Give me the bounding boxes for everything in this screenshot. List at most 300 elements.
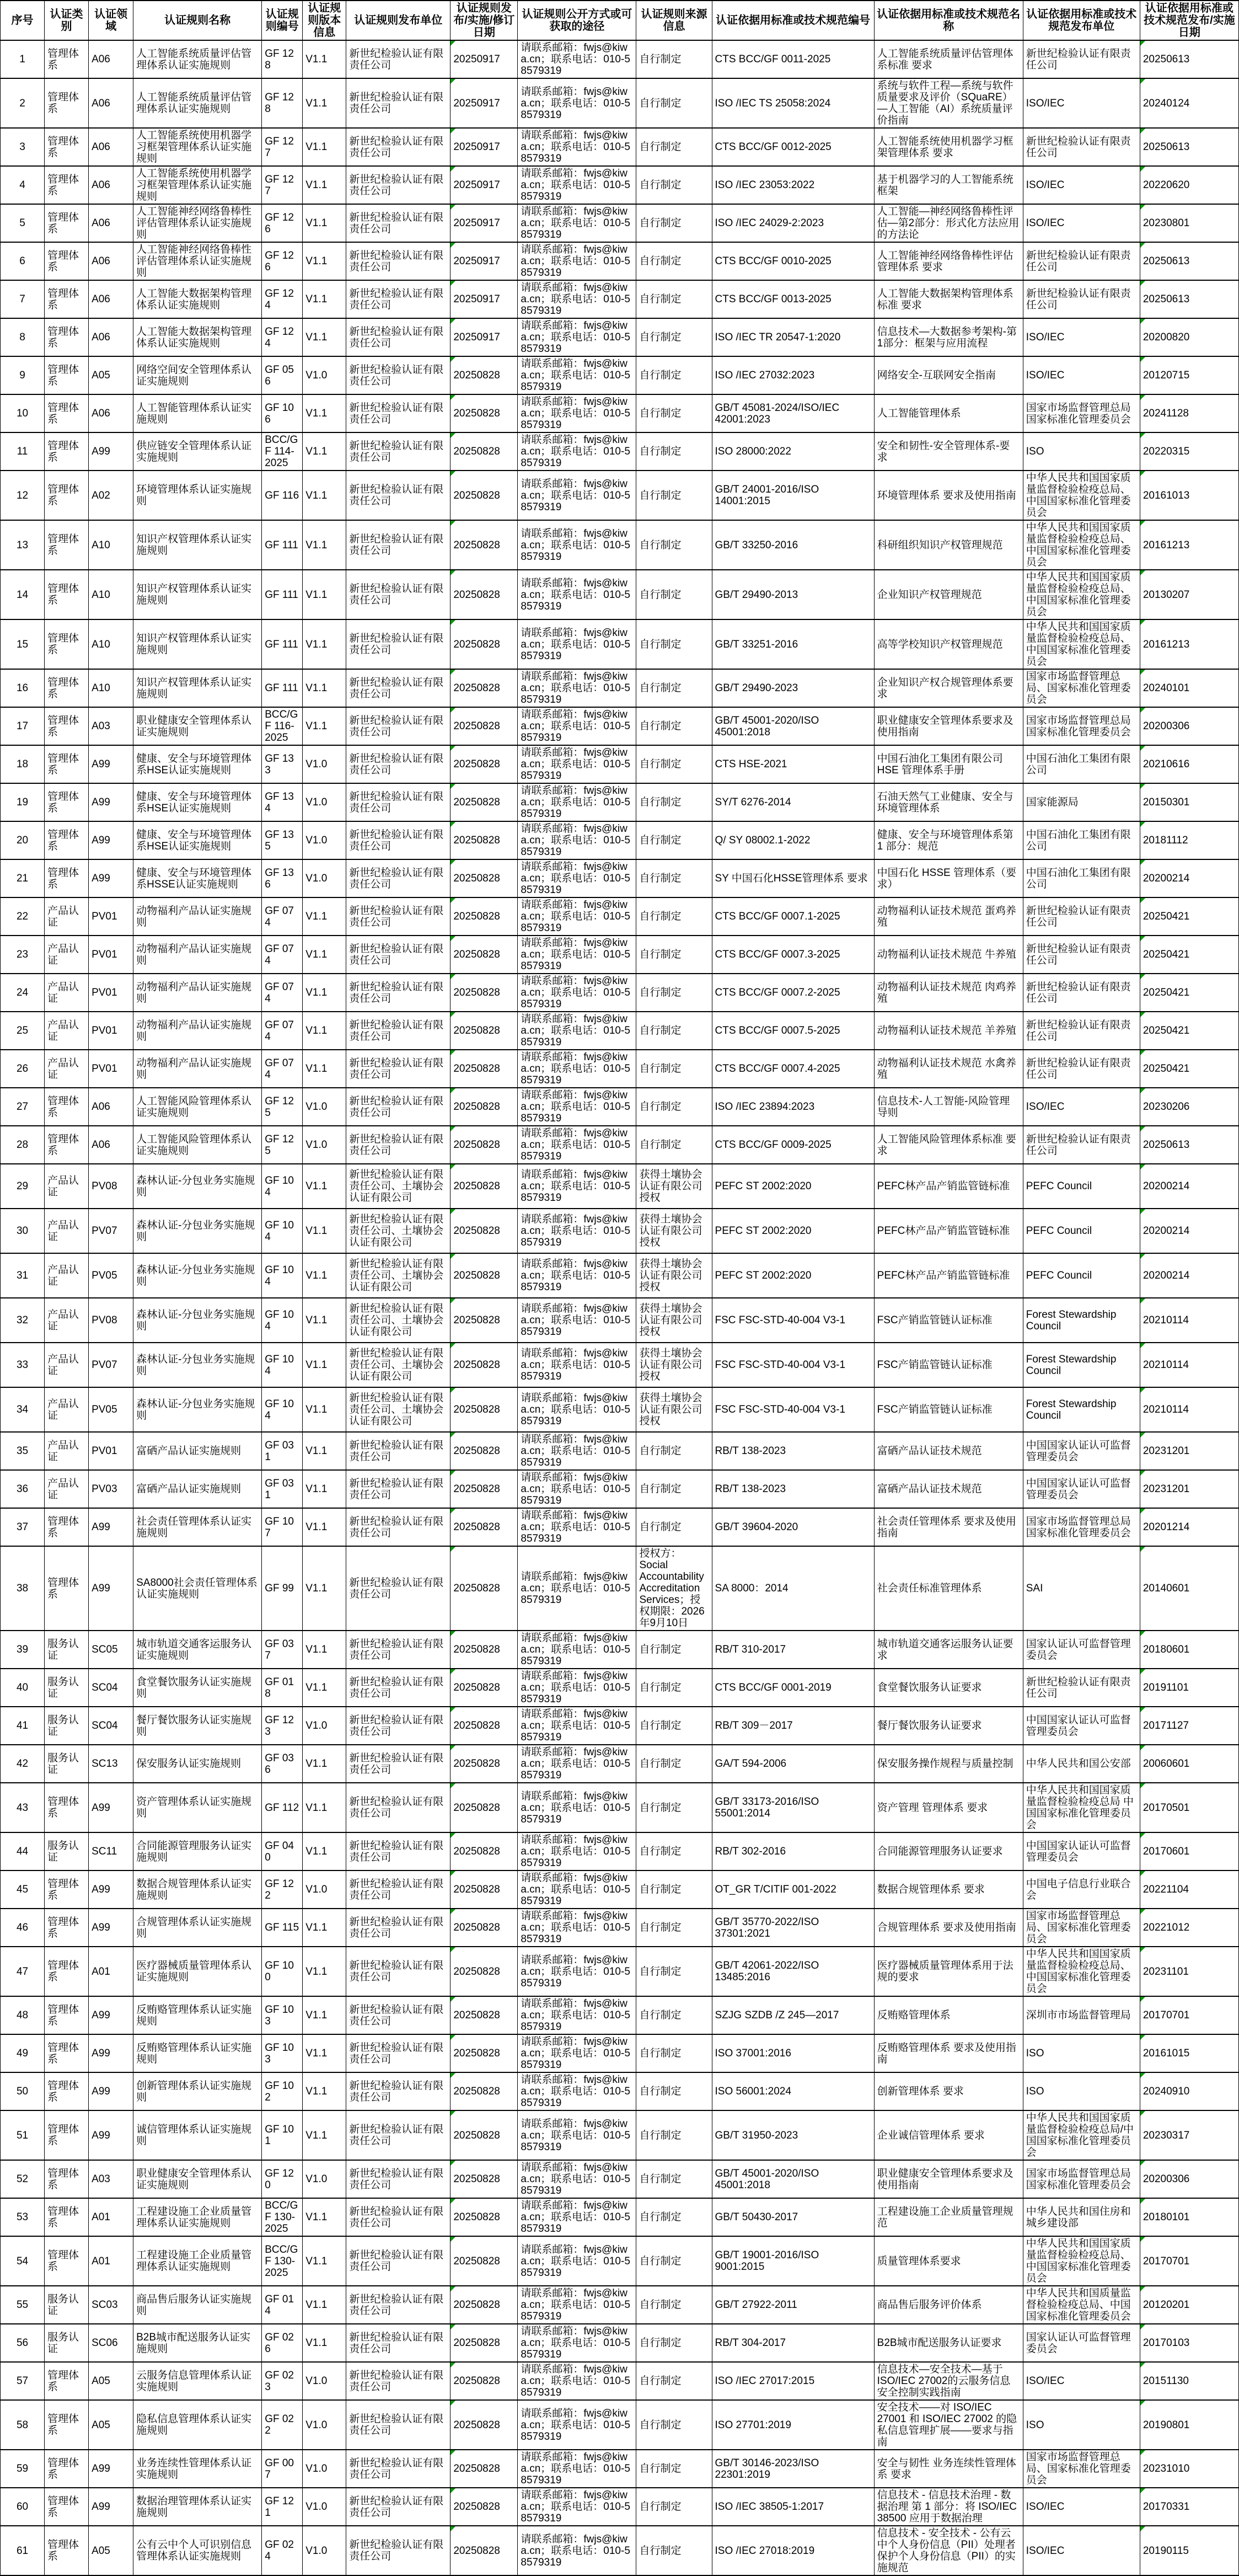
cell-field: A99 [89, 859, 133, 897]
cell-rule_no: GF 100 [262, 1947, 303, 1996]
cell-rule_no: GF 107 [262, 1508, 303, 1546]
cell-category: 服务认证 [45, 1669, 89, 1707]
cell-version: V1.1 [303, 1508, 346, 1546]
cell-field: A99 [89, 1546, 133, 1631]
cell-no: 27 [1, 1088, 45, 1126]
cell-std_date: 20240910 [1140, 2072, 1238, 2110]
cell-rule_date: 20250828 [450, 2034, 518, 2072]
cell-field: A99 [89, 432, 133, 471]
cell-std_no: CTS BCC/GF 0011-2025 [712, 40, 874, 78]
cell-std_issuer: 新世纪检验认证有限责任公司 [1023, 128, 1140, 166]
table-row [1, 2034, 1239, 2072]
cell-rule_issuer: 新世纪检验认证有限责任公司 [346, 78, 450, 128]
cell-version: V1.0 [303, 2160, 346, 2198]
cell-rule_name: 网络空间安全管理体系认证实施规则 [133, 356, 262, 394]
cell-std_issuer: 新世纪检验认证有限责任公司 [1023, 974, 1140, 1012]
cell-version: V1.1 [303, 280, 346, 318]
cell-access: 请联系邮箱：fwjs@kiwa.cn；联系电话：010-58579319 [518, 1745, 636, 1783]
cell-version: V1.1 [303, 2324, 346, 2362]
cell-access: 请联系邮箱：fwjs@kiwa.cn；联系电话：010-58579319 [518, 1546, 636, 1631]
cell-std_date: 20200306 [1140, 2160, 1238, 2198]
cell-rule_no: GF 102 [262, 2072, 303, 2110]
cell-rule_date: 20250917 [450, 280, 518, 318]
cell-rule_date: 20250828 [450, 1669, 518, 1707]
cell-rule_issuer: 新世纪检验认证有限责任公司 [346, 783, 450, 821]
table-row [1, 166, 1239, 204]
cell-rule_date: 20250828 [450, 1126, 518, 1164]
cell-std_no: GB/T 35770-2022/ISO 37301:2021 [712, 1909, 874, 1947]
cell-field: PV05 [89, 1387, 133, 1432]
cell-std_issuer: 国家市场监督管理总局 国家标准化管理委员会 [1023, 394, 1140, 432]
cell-rule_date: 20250828 [450, 1209, 518, 1253]
cell-std_issuer: 深圳市市场监督管理局 [1023, 1996, 1140, 2034]
cell-rule_issuer: 新世纪检验认证有限责任公司 [346, 2110, 450, 2160]
cell-rule_name: 云服务信息管理体系认证实施规则 [133, 2362, 262, 2400]
cell-rule_name: 数据合规管理体系认证实施规则 [133, 1870, 262, 1909]
cell-rule_date: 20250828 [450, 1432, 518, 1470]
cell-rule_issuer: 新世纪检验认证有限责任公司 [346, 471, 450, 520]
cell-rule_name: 食堂餐饮服务认证实施规则 [133, 1669, 262, 1707]
cell-access: 请联系邮箱：fwjs@kiwa.cn；联系电话：010-58579319 [518, 40, 636, 78]
cell-std_name: 人工智能风险管理体系标准 要求 [874, 1126, 1023, 1164]
cell-rule_date: 20250828 [450, 936, 518, 974]
cell-rule_issuer: 新世纪检验认证有限责任公司 [346, 974, 450, 1012]
cell-std_issuer: 中华人民共和国住房和城乡建设部 [1023, 2198, 1140, 2236]
cell-access: 请联系邮箱：fwjs@kiwa.cn；联系电话：010-58579319 [518, 936, 636, 974]
cell-version: V1.1 [303, 1050, 346, 1088]
cell-rule_no: GF 026 [262, 2324, 303, 2362]
cell-field: A05 [89, 2362, 133, 2400]
table-row [1, 2324, 1239, 2362]
cell-std_issuer: 中国电子信息行业联合会 [1023, 1870, 1140, 1909]
cell-rule_date: 20250828 [450, 2400, 518, 2450]
cell-rule_issuer: 新世纪检验认证有限责任公司 [346, 2526, 450, 2575]
cell-version: V1.1 [303, 1996, 346, 2034]
cell-field: PV05 [89, 1253, 133, 1298]
cell-std_date: 20200214 [1140, 859, 1238, 897]
cell-std_date: 20230801 [1140, 204, 1238, 242]
cell-std_name: 质量管理体系要求 [874, 2236, 1023, 2286]
column-header-std_issuer: 认证依据用标准或技术规范发布单位 [1023, 1, 1140, 40]
cell-source: 获得土壤协会认证有限公司授权 [636, 1253, 712, 1298]
cell-field: A99 [89, 1870, 133, 1909]
cell-access: 请联系邮箱：fwjs@kiwa.cn；联系电话：010-58579319 [518, 1088, 636, 1126]
cell-version: V1.1 [303, 974, 346, 1012]
cell-category: 产品认证 [45, 1012, 89, 1050]
cell-rule_name: 人工智能大数据架构管理体系认证实施规则 [133, 318, 262, 356]
cell-rule_no: BCC/GF 114-2025 [262, 432, 303, 471]
cell-std_issuer: ISO/IEC [1023, 78, 1140, 128]
cell-field: PV07 [89, 1343, 133, 1387]
cell-no: 36 [1, 1470, 45, 1508]
header-row [1, 1, 1239, 40]
cell-category: 管理体系 [45, 356, 89, 394]
cell-rule_issuer: 新世纪检验认证有限责任公司 [346, 669, 450, 707]
cell-rule_date: 20250828 [450, 570, 518, 619]
cell-access: 请联系邮箱：fwjs@kiwa.cn；联系电话：010-58579319 [518, 166, 636, 204]
cell-rule_date: 20250828 [450, 2362, 518, 2400]
cell-rule_no: GF 126 [262, 242, 303, 280]
cell-field: A99 [89, 2034, 133, 2072]
cell-source: 自行制定 [636, 2488, 712, 2526]
table-row [1, 2072, 1239, 2110]
cell-access: 请联系邮箱：fwjs@kiwa.cn；联系电话：010-58579319 [518, 707, 636, 745]
cell-no: 18 [1, 745, 45, 783]
table-row [1, 1631, 1239, 1669]
cell-category: 管理体系 [45, 394, 89, 432]
cell-no: 4 [1, 166, 45, 204]
cell-source: 自行制定 [636, 745, 712, 783]
cell-no: 25 [1, 1012, 45, 1050]
cell-source: 授权方：Social Accountability Accreditation Services；授权期限：2026年9月10日 [636, 1546, 712, 1631]
cell-std_date: 20060601 [1140, 1745, 1238, 1783]
cell-std_no: GB/T 39604-2020 [712, 1508, 874, 1546]
cell-rule_name: 森林认证-分包业务实施规则 [133, 1209, 262, 1253]
cell-std_no: RB/T 310-2017 [712, 1631, 874, 1669]
cell-std_no: SY 中国石化HSSE管理体系 要求 [712, 859, 874, 897]
cell-no: 52 [1, 2160, 45, 2198]
cell-source: 自行制定 [636, 1707, 712, 1745]
cell-version: V1.0 [303, 2400, 346, 2450]
cell-version: V1.1 [303, 1546, 346, 1631]
cell-version: V1.1 [303, 707, 346, 745]
cell-std_name: 职业健康安全管理体系要求及使用指南 [874, 707, 1023, 745]
cell-source: 自行制定 [636, 974, 712, 1012]
cell-rule_issuer: 新世纪检验认证有限责任公司、土壤协会认证有限公司 [346, 1387, 450, 1432]
cell-rule_issuer: 新世纪检验认证有限责任公司 [346, 2236, 450, 2286]
cell-rule_name: 森林认证-分包业务实施规则 [133, 1387, 262, 1432]
cell-std_issuer: 中国石油化工集团有限公司 [1023, 821, 1140, 859]
cell-category: 管理体系 [45, 471, 89, 520]
cell-std_issuer: 新世纪检验认证有限责任公司 [1023, 897, 1140, 936]
cell-rule_issuer: 新世纪检验认证有限责任公司 [346, 936, 450, 974]
cell-category: 管理体系 [45, 1870, 89, 1909]
cell-field: A99 [89, 1909, 133, 1947]
cell-version: V1.0 [303, 745, 346, 783]
cell-source: 自行制定 [636, 2400, 712, 2450]
cell-category: 管理体系 [45, 570, 89, 619]
cell-std_no: ISO /IEC TR 20547-1:2020 [712, 318, 874, 356]
cell-access: 请联系邮箱：fwjs@kiwa.cn；联系电话：010-58579319 [518, 1996, 636, 2034]
cell-no: 55 [1, 2286, 45, 2324]
table-row [1, 1298, 1239, 1343]
cell-access: 请联系邮箱：fwjs@kiwa.cn；联系电话：010-58579319 [518, 745, 636, 783]
cell-rule_issuer: 新世纪检验认证有限责任公司 [346, 1783, 450, 1832]
cell-source: 自行制定 [636, 783, 712, 821]
cell-rule_issuer: 新世纪检验认证有限责任公司 [346, 2160, 450, 2198]
cell-std_date: 20230317 [1140, 2110, 1238, 2160]
cell-std_name: 合同能源管理服务认证要求 [874, 1832, 1023, 1870]
cell-category: 管理体系 [45, 707, 89, 745]
cell-field: A99 [89, 1508, 133, 1546]
cell-rule_name: 健康、安全与环境管理体系HSE认证实施规则 [133, 783, 262, 821]
cell-rule_no: GF 074 [262, 936, 303, 974]
cell-std_name: 动物福利认证技术规范 牛养殖 [874, 936, 1023, 974]
cell-access: 请联系邮箱：fwjs@kiwa.cn；联系电话：010-58579319 [518, 204, 636, 242]
cell-version: V1.0 [303, 1126, 346, 1164]
cell-source: 自行制定 [636, 936, 712, 974]
cell-std_name: 保安服务操作规程与质量控制 [874, 1745, 1023, 1783]
cell-rule_name: 健康、安全与环境管理体系HSE认证实施规则 [133, 821, 262, 859]
cell-rule_no: GF 120 [262, 2160, 303, 2198]
cell-access: 请联系邮箱：fwjs@kiwa.cn；联系电话：010-58579319 [518, 1126, 636, 1164]
cell-rule_name: 商品售后服务认证实施规则 [133, 2286, 262, 2324]
cell-field: A06 [89, 204, 133, 242]
cell-std_date: 20210114 [1140, 1387, 1238, 1432]
table-row [1, 2400, 1239, 2450]
cell-source: 自行制定 [636, 204, 712, 242]
cell-field: A99 [89, 1996, 133, 2034]
cell-rule_name: 工程建设施工企业质量管理体系认证实施规则 [133, 2236, 262, 2286]
cell-std_date: 20200214 [1140, 1164, 1238, 1209]
cell-rule_no: GF 104 [262, 1298, 303, 1343]
cell-source: 获得土壤协会认证有限公司授权 [636, 1164, 712, 1209]
cell-rule_issuer: 新世纪检验认证有限责任公司 [346, 432, 450, 471]
cell-rule_issuer: 新世纪检验认证有限责任公司 [346, 1909, 450, 1947]
cell-rule_date: 20250828 [450, 1832, 518, 1870]
cell-std_date: 20250613 [1140, 280, 1238, 318]
cell-category: 管理体系 [45, 432, 89, 471]
cell-no: 22 [1, 897, 45, 936]
cell-no: 16 [1, 669, 45, 707]
table-row [1, 1209, 1239, 1253]
cell-std_issuer: 新世纪检验认证有限责任公司 [1023, 280, 1140, 318]
cell-rule_date: 20250828 [450, 2286, 518, 2324]
cell-std_no: CTS BCC/GF 0007.3-2025 [712, 936, 874, 974]
cell-category: 管理体系 [45, 745, 89, 783]
cell-std_name: 安全和韧性-安全管理体系-要求 [874, 432, 1023, 471]
cell-rule_issuer: 新世纪检验认证有限责任公司 [346, 1631, 450, 1669]
cell-rule_date: 20250828 [450, 1508, 518, 1546]
cell-field: PV01 [89, 936, 133, 974]
cell-access: 请联系邮箱：fwjs@kiwa.cn；联系电话：010-58579319 [518, 432, 636, 471]
cell-std_date: 20170331 [1140, 2488, 1238, 2526]
cell-field: SC04 [89, 1707, 133, 1745]
cell-access: 请联系邮箱：fwjs@kiwa.cn；联系电话：010-58579319 [518, 1508, 636, 1546]
column-header-source: 认证规则来源信息 [636, 1, 712, 40]
cell-field: A06 [89, 318, 133, 356]
cell-std_issuer: 国家市场监督管理总局、国家标准化管理委员会 [1023, 669, 1140, 707]
cell-source: 自行制定 [636, 40, 712, 78]
cell-access: 请联系邮箱：fwjs@kiwa.cn；联系电话：010-58579319 [518, 394, 636, 432]
cell-rule_name: 数据治理管理体系认证实施规则 [133, 2488, 262, 2526]
cell-version: V1.1 [303, 520, 346, 570]
cell-std_date: 20240101 [1140, 669, 1238, 707]
cell-source: 自行制定 [636, 1745, 712, 1783]
cell-std_name: 创新管理体系 要求 [874, 2072, 1023, 2110]
cell-rule_no: GF 103 [262, 2034, 303, 2072]
cell-rule_issuer: 新世纪检验认证有限责任公司 [346, 1088, 450, 1126]
cell-rule_date: 20250917 [450, 166, 518, 204]
cell-rule_name: 社会责任管理体系认证实施规则 [133, 1508, 262, 1546]
cell-std_issuer: 中华人民共和国国家质量监督检验检疫总局、中国国家标准化管理委员会 [1023, 471, 1140, 520]
cell-category: 管理体系 [45, 2236, 89, 2286]
cell-rule_date: 20250828 [450, 1996, 518, 2034]
cell-std_date: 20201214 [1140, 1508, 1238, 1546]
cell-rule_name: 资产管理体系认证实施规则 [133, 1783, 262, 1832]
cell-access: 请联系邮箱：fwjs@kiwa.cn；联系电话：010-58579319 [518, 2110, 636, 2160]
cell-source: 自行制定 [636, 669, 712, 707]
cell-rule_no: GF 104 [262, 1164, 303, 1209]
cell-rule_no: GF 115 [262, 1909, 303, 1947]
cell-std_no: GB/T 19001-2016/ISO 9001:2015 [712, 2236, 874, 2286]
cell-version: V1.1 [303, 1298, 346, 1343]
cell-access: 请联系邮箱：fwjs@kiwa.cn；联系电话：010-58579319 [518, 2450, 636, 2488]
cell-access: 请联系邮箱：fwjs@kiwa.cn；联系电话：010-58579319 [518, 1631, 636, 1669]
cell-std_issuer: ISO/IEC [1023, 2488, 1140, 2526]
cell-std_date: 20250613 [1140, 128, 1238, 166]
cell-rule_issuer: 新世纪检验认证有限责任公司 [346, 356, 450, 394]
cell-version: V1.1 [303, 1947, 346, 1996]
cell-std_date: 20190115 [1140, 2526, 1238, 2575]
cell-std_no: RB/T 309－2017 [712, 1707, 874, 1745]
cell-rule_date: 20250828 [450, 1870, 518, 1909]
column-header-version: 认证规则版本信息 [303, 1, 346, 40]
cell-version: V1.1 [303, 669, 346, 707]
cell-source: 自行制定 [636, 570, 712, 619]
cell-rule_issuer: 新世纪检验认证有限责任公司 [346, 1012, 450, 1050]
cell-category: 管理体系 [45, 619, 89, 669]
cell-source: 自行制定 [636, 2034, 712, 2072]
cell-no: 19 [1, 783, 45, 821]
cell-rule_date: 20250828 [450, 1631, 518, 1669]
cell-std_name: 动物福利认证技术规范 蛋鸡养殖 [874, 897, 1023, 936]
cell-std_no: GA/T 594-2006 [712, 1745, 874, 1783]
table-row [1, 2198, 1239, 2236]
cell-category: 管理体系 [45, 128, 89, 166]
cell-rule_no: BCC/GF 130-2025 [262, 2236, 303, 2286]
cell-std_date: 20250613 [1140, 1126, 1238, 1164]
cell-no: 41 [1, 1707, 45, 1745]
cell-std_no: OT_GR T/CITIF 001-2022 [712, 1870, 874, 1909]
cell-version: V1.1 [303, 78, 346, 128]
cell-std_issuer: 国家市场监督管理总局 国家标准化管理委员会 [1023, 707, 1140, 745]
cell-std_issuer: ISO/IEC [1023, 356, 1140, 394]
cell-field: A05 [89, 2400, 133, 2450]
cell-source: 自行制定 [636, 2362, 712, 2400]
cell-category: 服务认证 [45, 1832, 89, 1870]
cell-access: 请联系邮箱：fwjs@kiwa.cn；联系电话：010-58579319 [518, 974, 636, 1012]
cell-field: SC04 [89, 1669, 133, 1707]
cell-field: PV01 [89, 1012, 133, 1050]
cell-field: A06 [89, 40, 133, 78]
cell-version: V1.1 [303, 204, 346, 242]
cell-field: SC05 [89, 1631, 133, 1669]
cell-rule_name: B2B城市配送服务认证实施规则 [133, 2324, 262, 2362]
cell-field: A03 [89, 2160, 133, 2198]
cell-rule_no: GF 104 [262, 1209, 303, 1253]
cell-source: 自行制定 [636, 1088, 712, 1126]
cell-std_name: 高等学校知识产权管理规范 [874, 619, 1023, 669]
cell-category: 服务认证 [45, 2286, 89, 2324]
cell-access: 请联系邮箱：fwjs@kiwa.cn；联系电话：010-58579319 [518, 242, 636, 280]
cell-field: A05 [89, 2526, 133, 2575]
cell-rule_issuer: 新世纪检验认证有限责任公司 [346, 2488, 450, 2526]
cell-rule_date: 20250828 [450, 2072, 518, 2110]
cell-category: 产品认证 [45, 1343, 89, 1387]
table-row [1, 318, 1239, 356]
cell-rule_no: GF 111 [262, 619, 303, 669]
cell-access: 请联系邮箱：fwjs@kiwa.cn；联系电话：010-58579319 [518, 2362, 636, 2400]
cell-rule_no: GF 125 [262, 1088, 303, 1126]
table-row [1, 1669, 1239, 1707]
cell-std_name: PEFC林产品产销监管链标准 [874, 1164, 1023, 1209]
cell-std_date: 20200820 [1140, 318, 1238, 356]
cell-std_issuer: 新世纪检验认证有限责任公司 [1023, 1050, 1140, 1088]
cell-std_name: B2B城市配送服务认证要求 [874, 2324, 1023, 2362]
cell-rule_issuer: 新世纪检验认证有限责任公司、土壤协会认证有限公司 [346, 1298, 450, 1343]
cell-std_no: CTS BCC/GF 0013-2025 [712, 280, 874, 318]
cell-category: 管理体系 [45, 2160, 89, 2198]
cell-rule_no: GF 127 [262, 166, 303, 204]
table-row [1, 2286, 1239, 2324]
cell-std_issuer: 国家能源局 [1023, 783, 1140, 821]
cell-rule_name: 动物福利产品认证实施规则 [133, 897, 262, 936]
cell-no: 37 [1, 1508, 45, 1546]
table-row [1, 2236, 1239, 2286]
cell-rule_name: 人工智能管理体系认证实施规则 [133, 394, 262, 432]
cell-std_no: ISO /IEC 24029-2:2023 [712, 204, 874, 242]
cell-std_name: 石油天然气工业健康、安全与环境管理体系 [874, 783, 1023, 821]
cell-std_name: 信息技术—大数据参考架构-第1部分：框架与应用流程 [874, 318, 1023, 356]
cell-version: V1.1 [303, 1470, 346, 1508]
cell-rule_no: GF 127 [262, 128, 303, 166]
cell-rule_no: GF 018 [262, 1669, 303, 1707]
cell-access: 请联系邮箱：fwjs@kiwa.cn；联系电话：010-58579319 [518, 2526, 636, 2575]
cell-access: 请联系邮箱：fwjs@kiwa.cn；联系电话：010-58579319 [518, 1669, 636, 1707]
cell-std_name: 环境管理体系 要求及使用指南 [874, 471, 1023, 520]
column-header-rule_no: 认证规则编号 [262, 1, 303, 40]
cell-category: 管理体系 [45, 2450, 89, 2488]
cell-rule_name: 人工智能系统使用机器学习框架管理体系认证实施规则 [133, 166, 262, 204]
cell-source: 自行制定 [636, 707, 712, 745]
cell-std_issuer: ISO [1023, 2072, 1140, 2110]
cell-access: 请联系邮箱：fwjs@kiwa.cn；联系电话：010-58579319 [518, 2400, 636, 2450]
cell-rule_name: 业务连续性管理体系认证实施规则 [133, 2450, 262, 2488]
cell-version: V1.1 [303, 619, 346, 669]
cell-rule_date: 20250917 [450, 128, 518, 166]
cell-field: A06 [89, 242, 133, 280]
cell-rule_date: 20250828 [450, 669, 518, 707]
cell-std_no: RB/T 304-2017 [712, 2324, 874, 2362]
cell-category: 管理体系 [45, 2526, 89, 2575]
cell-std_name: 反贿赂管理体系 要求及使用指南 [874, 2034, 1023, 2072]
table-row [1, 471, 1239, 520]
table-row [1, 619, 1239, 669]
cell-source: 自行制定 [636, 1631, 712, 1669]
cell-field: A10 [89, 520, 133, 570]
cell-rule_no: GF 111 [262, 570, 303, 619]
cell-rule_issuer: 新世纪检验认证有限责任公司 [346, 1996, 450, 2034]
cell-access: 请联系邮箱：fwjs@kiwa.cn；联系电话：010-58579319 [518, 2160, 636, 2198]
cell-rule_date: 20250828 [450, 1909, 518, 1947]
cell-source: 自行制定 [636, 2198, 712, 2236]
cell-std_name: 数据合规管理体系 要求 [874, 1870, 1023, 1909]
cell-std_name: 中国石油化工集团有限公司 HSE 管理体系手册 [874, 745, 1023, 783]
cell-rule_no: GF 024 [262, 2526, 303, 2575]
cell-source: 自行制定 [636, 1470, 712, 1508]
cell-rule_issuer: 新世纪检验认证有限责任公司 [346, 1432, 450, 1470]
cell-rule_issuer: 新世纪检验认证有限责任公司 [346, 570, 450, 619]
cell-rule_name: 动物福利产品认证实施规则 [133, 1050, 262, 1088]
cell-category: 管理体系 [45, 2034, 89, 2072]
cell-version: V1.1 [303, 166, 346, 204]
table-row [1, 570, 1239, 619]
cell-rule_date: 20250828 [450, 1343, 518, 1387]
table-row [1, 394, 1239, 432]
cell-std_no: GB/T 45001-2020/ISO 45001:2018 [712, 707, 874, 745]
cell-access: 请联系邮箱：fwjs@kiwa.cn；联系电话：010-58579319 [518, 2236, 636, 2286]
